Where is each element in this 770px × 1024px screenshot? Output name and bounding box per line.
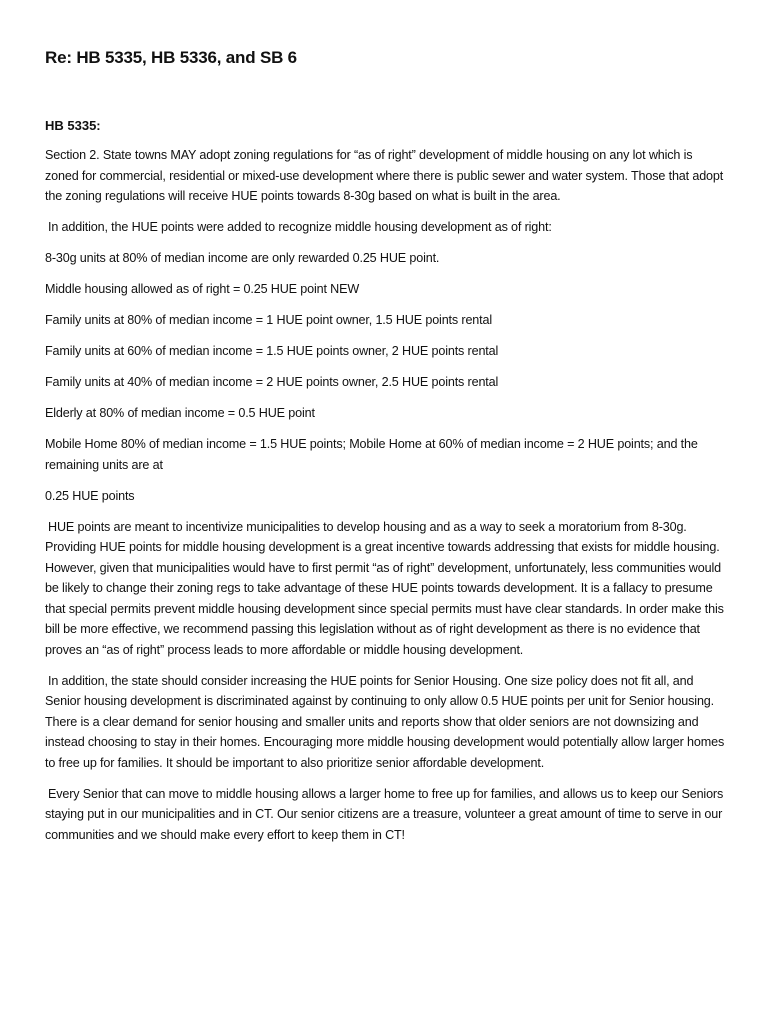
paragraph-senior-housing: In addition, the state should consider increasing the HUE points for Senior Housing. One size policy does not fit all, and Senior housing development is discriminated against by continuing to only allow 0.5 HUE points per unit for Senior housing. There is a clear demand for senior housing and smaller units and reports show that older seniors are not downsizing and instead choosing to stay in their homes. Encouraging more middle housing development would potentially allow larger homes to free up for families. It should be important to also prioritize senior affordable development. (45, 673, 725, 770)
paragraph-family-80: Family units at 80% of median income = 1 HUE point owner, 1.5 HUE points rental (45, 313, 492, 327)
document-body (45, 145, 727, 856)
paragraph-hue-intro: In addition, the HUE points were added to recognize middle housing development as of right: (48, 220, 552, 234)
paragraph-section-2: Section 2. State towns MAY adopt zoning regulations for “as of right” development of middle housing on any lot which is zoned for commercial, residential or mixed-use development where there is public sewer and water system. Those that adopt the zoning regulations will receive HUE points towards 8-30g based on what is built in the area. (45, 148, 724, 203)
paragraph-830g-units: 8-30g units at 80% of median income are only rewarded 0.25 HUE point. (45, 251, 440, 265)
paragraph-elderly-80: Elderly at 80% of median income = 0.5 HUE point (45, 406, 315, 420)
document-title: Re: HB 5335, HB 5336, and SB 6 (45, 48, 297, 67)
paragraph-family-40: Family units at 40% of median income = 2 HUE points owner, 2.5 HUE points rental (45, 375, 499, 389)
paragraph-remaining-units: 0.25 HUE points (45, 488, 135, 503)
paragraph-middle-housing: Middle housing allowed as of right = 0.25 HUE point NEW (45, 282, 360, 296)
paragraph-mobile-home: Mobile Home 80% of median income = 1.5 HUE points; Mobile Home at 60% of median income = 2 HUE points; and the remaining units are at (45, 437, 698, 472)
paragraph-every-senior: Every Senior that can move to middle housing allows a larger home to free up for families, and allows us to keep our Seniors staying put in our municipalities and in CT. Our senior citizens are a treasure, volunteer a great amount of time to serve in our communities and we should make every effort to keep them in CT! (45, 786, 724, 842)
paragraph-hue-incentive: HUE points are meant to incentivize municipalities to develop housing and as a way to seek a moratorium from 8-30g. Providing HUE points for middle housing development is a great incentive towards addressing that exists for middle housing. However, given that municipalities would have to first permit “as of right” development, unfortunately, less communities would be likely to change their zoning regs to take advantage of these HUE points towards development. It is a fallacy to presume that special permits prevent middle housing development since special permits must have clear standards. In order make this bill be more effective, we recommend passing this legislation without as of right development as there is no evidence that proves an “as of right” process leads to more affordable or middle housing development. (45, 519, 724, 657)
section-heading: HB 5335: (45, 118, 101, 133)
paragraph-family-60: Family units at 60% of median income = 1.5 HUE points owner, 2 HUE points rental (45, 344, 499, 358)
